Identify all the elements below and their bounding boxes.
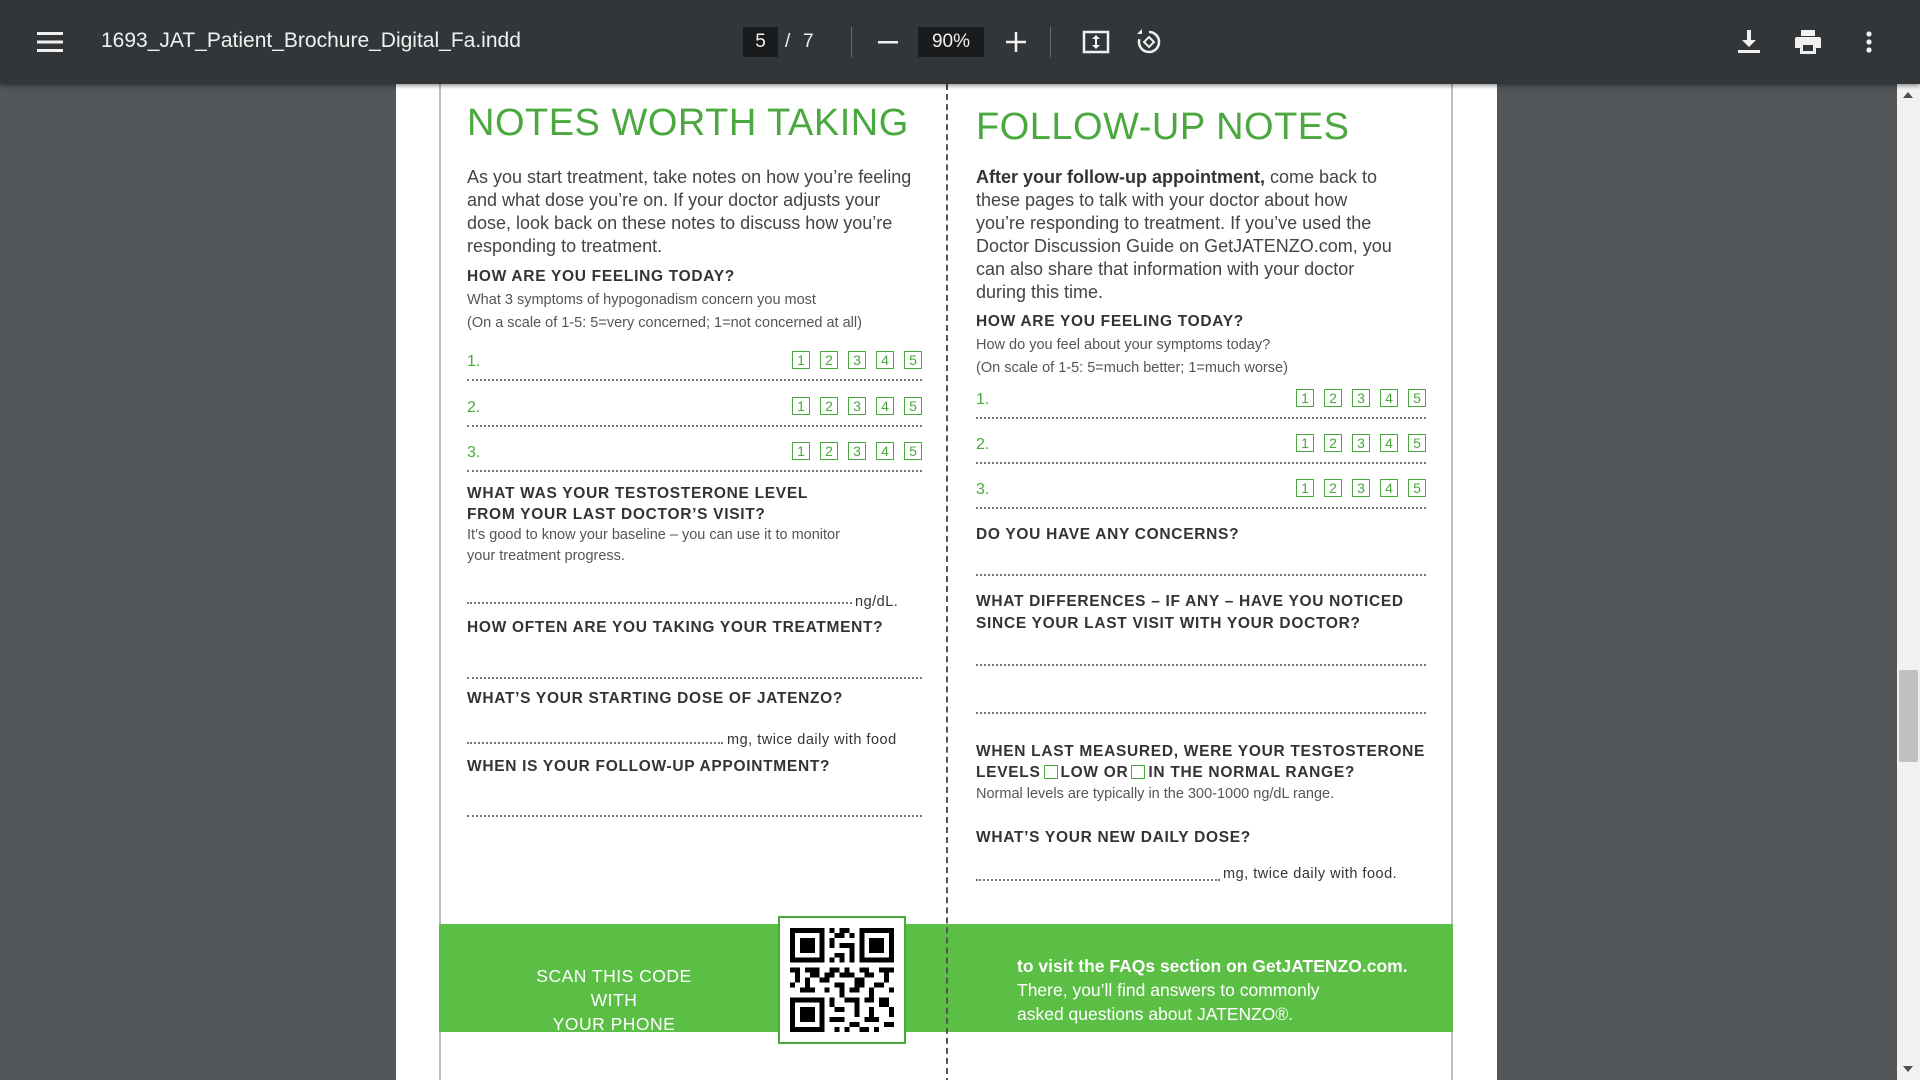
treatment-frequency-field[interactable] — [467, 677, 922, 679]
row-number: 1. — [976, 391, 990, 408]
minus-icon — [878, 41, 898, 44]
rating-box[interactable]: 3 — [1352, 434, 1370, 452]
testosterone-level-field[interactable] — [467, 602, 852, 604]
question-heading: HOW ARE YOU FEELING TODAY? — [976, 313, 1244, 330]
rating-box[interactable]: 2 — [1324, 479, 1342, 497]
question-heading: WHAT DIFFERENCES – IF ANY – HAVE YOU NOTICED — [976, 593, 1404, 610]
differences-field-2[interactable] — [976, 712, 1426, 714]
question-heading: WHEN IS YOUR FOLLOW-UP APPOINTMENT? — [467, 758, 831, 775]
question-heading — [976, 762, 1355, 783]
page-number-input[interactable]: 5 — [743, 27, 778, 57]
rating-box[interactable]: 5 — [1408, 434, 1426, 452]
rating-box[interactable]: 1 — [1296, 389, 1314, 407]
zoom-in-button[interactable] — [996, 22, 1036, 62]
question-subtext: Normal levels are typically in the 300-1000 ng/dL range. — [976, 786, 1335, 802]
symptom-row[interactable] — [976, 389, 1426, 419]
rotate-icon — [1135, 28, 1163, 56]
question-heading: WHAT WAS YOUR TESTOSTERONE LEVEL — [467, 485, 809, 502]
pdf-toolbar — [0, 0, 1920, 84]
symptom-row[interactable] — [976, 434, 1426, 464]
page-separator: / — [785, 31, 791, 52]
concerns-field[interactable] — [976, 574, 1426, 576]
question-subtext: (On a scale of 1-5: 5=very concerned; 1=not concerned at all) — [467, 315, 862, 331]
rating-box[interactable]: 2 — [1324, 389, 1342, 407]
normal-range-label: IN THE NORMAL RANGE? — [1148, 764, 1356, 781]
document-title: 1693_JAT_Patient_Brochure_Digital_Fa.indd — [101, 29, 521, 52]
scroll-up-arrow-icon[interactable] — [1903, 92, 1913, 98]
zoom-level-input[interactable]: 90% — [918, 27, 984, 57]
question-subtext: What 3 symptoms of hypogonadism concern you most — [467, 292, 816, 308]
intro-rest: come back to these pages to talk with your doctor about how you’re responding to treatment. If you’ve used the Doctor Discussion Guide on GetJATENZO.com, you can also share that information with your doctor during this time. — [976, 167, 1392, 302]
download-icon — [1738, 30, 1760, 54]
scroll-down-arrow-icon[interactable] — [1903, 1066, 1913, 1072]
unit-label: mg, twice daily with food. — [1223, 866, 1398, 882]
rating-box[interactable]: 5 — [904, 442, 922, 460]
scrollbar-thumb[interactable] — [1899, 670, 1918, 762]
rating-box[interactable]: 1 — [792, 442, 810, 460]
fit-to-page-icon — [1082, 30, 1110, 54]
scan-instruction — [514, 964, 714, 1060]
rating-box[interactable]: 1 — [1296, 479, 1314, 497]
rating-box[interactable]: 3 — [848, 442, 866, 460]
question-subtext: How do you feel about your symptoms today? — [976, 337, 1271, 353]
print-icon — [1795, 30, 1821, 54]
question-heading: FROM YOUR LAST DOCTOR’S VISIT? — [467, 506, 766, 523]
rating-box[interactable]: 4 — [1380, 479, 1398, 497]
rating-boxes — [792, 442, 922, 460]
zoom-out-button[interactable] — [868, 22, 908, 62]
symptom-row[interactable] — [467, 397, 922, 427]
download-button[interactable] — [1729, 22, 1769, 62]
question-subtext: your treatment progress. — [467, 548, 625, 564]
faq-text — [1017, 954, 1457, 1026]
new-daily-dose-field[interactable] — [976, 879, 1220, 881]
rating-box[interactable]: 2 — [820, 397, 838, 415]
question-heading: DO YOU HAVE ANY CONCERNS? — [976, 526, 1240, 543]
differences-field-1[interactable] — [976, 664, 1426, 666]
row-number: 3. — [467, 444, 481, 461]
follow-up-date-field[interactable] — [467, 815, 922, 817]
rating-box[interactable]: 1 — [1296, 434, 1314, 452]
page-total: 7 — [803, 31, 814, 52]
toolbar-divider — [851, 27, 852, 57]
toolbar-divider — [1050, 27, 1051, 57]
plus-icon — [1006, 32, 1026, 52]
unit-label: mg, twice daily with food — [727, 732, 897, 748]
rating-box[interactable]: 5 — [1408, 389, 1426, 407]
vertical-scrollbar[interactable] — [1897, 84, 1920, 1080]
rating-boxes — [792, 351, 922, 369]
rating-box[interactable]: 5 — [1408, 479, 1426, 497]
more-vertical-icon — [1866, 31, 1872, 53]
section-title: NOTES WORTH TAKING — [467, 102, 909, 144]
faq-link-text: to visit the FAQs section on GetJATENZO.com. — [1017, 956, 1408, 976]
rotate-button[interactable] — [1129, 22, 1169, 62]
rating-boxes — [1296, 389, 1426, 407]
rating-box[interactable]: 2 — [820, 442, 838, 460]
scan-line: YOUR PHONE CAMERA — [552, 1014, 676, 1058]
rating-box[interactable]: 3 — [848, 351, 866, 369]
question-heading: WHEN LAST MEASURED, WERE YOUR TESTOSTERONE — [976, 743, 1426, 760]
symptom-row[interactable] — [976, 479, 1426, 509]
rating-box[interactable]: 2 — [820, 351, 838, 369]
intro-bold: After your follow-up appointment, — [976, 167, 1265, 187]
rating-box[interactable]: 1 — [792, 397, 810, 415]
intro-text: As you start treatment, take notes on how you’re feeling and what dose you’re on. If your doctor adjusts your dose, look back on these notes to discuss how you’re responding to treatment. — [467, 167, 912, 256]
row-number: 1. — [467, 353, 481, 370]
section-title: FOLLOW-UP NOTES — [976, 106, 1350, 148]
normal-range-checkbox[interactable] — [1131, 765, 1145, 779]
unit-label: ng/dL. — [855, 594, 899, 610]
scan-line: SCAN THIS CODE WITH — [536, 966, 692, 1010]
question-heading: WHAT’S YOUR STARTING DOSE OF JATENZO? — [467, 690, 844, 707]
rating-box[interactable]: 5 — [904, 397, 922, 415]
rating-box[interactable]: 4 — [876, 442, 894, 460]
intro-text — [976, 166, 1396, 304]
rating-boxes — [792, 397, 922, 415]
print-button[interactable] — [1788, 22, 1828, 62]
levels-label: LEVELS — [976, 764, 1041, 781]
rating-box[interactable]: 4 — [1380, 389, 1398, 407]
question-heading: SINCE YOUR LAST VISIT WITH YOUR DOCTOR? — [976, 615, 1361, 632]
rating-box[interactable]: 4 — [1380, 434, 1398, 452]
question-heading: HOW ARE YOU FEELING TODAY? — [467, 268, 735, 285]
question-heading: WHAT’S YOUR NEW DAILY DOSE? — [976, 829, 1251, 846]
pdf-page — [396, 84, 1497, 1080]
rating-box[interactable]: 3 — [848, 397, 866, 415]
qr-code[interactable] — [778, 916, 906, 1044]
rating-box[interactable]: 3 — [1352, 389, 1370, 407]
question-subtext: It’s good to know your baseline – you can use it to monitor — [467, 527, 840, 543]
starting-dose-field[interactable] — [467, 742, 723, 744]
rating-box[interactable]: 1 — [792, 351, 810, 369]
low-label: LOW OR — [1060, 764, 1129, 781]
more-actions-button[interactable] — [1849, 22, 1889, 62]
rating-boxes — [1296, 479, 1426, 497]
rating-box[interactable]: 4 — [876, 351, 894, 369]
symptom-row[interactable] — [467, 351, 922, 381]
faq-line: There, you’ll find answers to commonly — [1017, 980, 1320, 1000]
rating-boxes — [1296, 434, 1426, 452]
question-subtext: (On scale of 1-5: 5=much better; 1=much worse) — [976, 360, 1288, 376]
question-heading: HOW OFTEN ARE YOU TAKING YOUR TREATMENT? — [467, 619, 884, 636]
menu-button[interactable] — [30, 22, 70, 62]
row-number: 2. — [976, 436, 990, 453]
qr-code-icon — [790, 928, 894, 1032]
low-checkbox[interactable] — [1044, 765, 1058, 779]
row-number: 3. — [976, 481, 990, 498]
rating-box[interactable]: 3 — [1352, 479, 1370, 497]
fold-divider — [946, 84, 948, 1080]
rating-box[interactable]: 4 — [876, 397, 894, 415]
row-number: 2. — [467, 399, 481, 416]
rating-box[interactable]: 5 — [904, 351, 922, 369]
faq-line: asked questions about JATENZO®. — [1017, 1004, 1294, 1024]
symptom-row[interactable] — [467, 442, 922, 472]
hamburger-menu-icon — [37, 32, 63, 52]
fit-to-page-button[interactable] — [1076, 22, 1116, 62]
rating-box[interactable]: 2 — [1324, 434, 1342, 452]
